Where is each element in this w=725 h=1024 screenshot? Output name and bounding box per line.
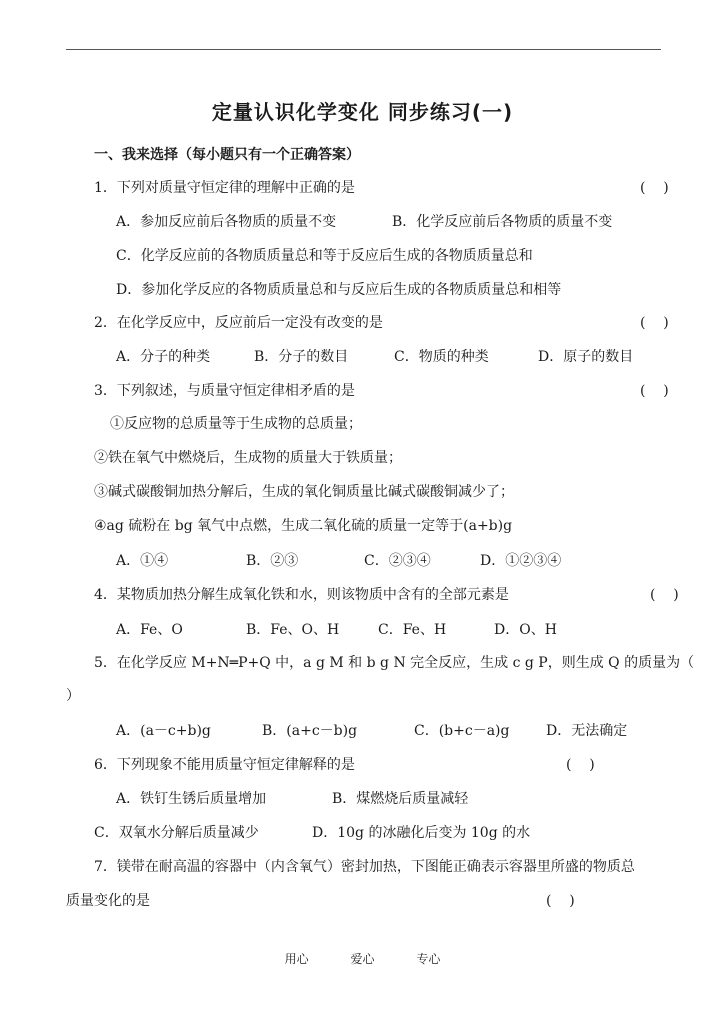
- question-4-option-b: B．Fe、O、H: [246, 622, 340, 638]
- footer-word-3: 专心: [416, 952, 441, 966]
- question-3-option-d: D．①②③④: [480, 553, 562, 569]
- question-5-option-c: C．(b+c－a)g: [414, 723, 510, 739]
- question-6-option-a: A．铁钉生锈后质量增加: [116, 791, 267, 807]
- page-footer: [0, 950, 725, 967]
- question-3-answer-bracket: ( ): [640, 383, 669, 399]
- question-4-answer-bracket: ( ): [650, 587, 679, 603]
- question-2-stem: 2．在化学反应中，反应前后一定没有改变的是: [94, 315, 383, 331]
- question-2-option-d: D．原子的数目: [538, 349, 634, 365]
- footer-word-2: 爱心: [350, 952, 375, 966]
- document-title: 定量认识化学变化 同步练习(一): [211, 100, 514, 124]
- question-4-option-d: D．O、H: [494, 622, 557, 638]
- question-1-option-c: C．化学反应前的各物质质量总和等于反应后生成的各物质质量总和: [116, 248, 533, 264]
- question-7-answer-bracket: ( ): [546, 893, 575, 909]
- question-3-statement-2: ②铁在氧气中燃烧后，生成物的质量大于铁质量；: [94, 450, 402, 466]
- question-3-statement-4: ④ag 硫粉在 bg 氧气中点燃，生成二氧化硫的质量一定等于(a+b)g: [94, 518, 513, 534]
- question-2-option-a: A．分子的种类: [116, 349, 211, 365]
- question-5-stem: 5．在化学反应 M+N═P+Q 中，a g M 和 b g N 完全反应，生成 c g P，则生成 Q 的质量为（: [94, 655, 695, 671]
- question-5-option-d: D．无法确定: [546, 723, 628, 739]
- question-2-option-c: C．物质的种类: [394, 349, 489, 365]
- question-2-option-b: B．分子的数目: [254, 349, 349, 365]
- question-3-stem: 3．下列叙述，与质量守恒定律相矛盾的是: [94, 383, 355, 399]
- question-4-stem: 4．某物质加热分解生成氧化铁和水，则该物质中含有的全部元素是: [94, 587, 509, 603]
- question-1-option-d: D．参加化学反应的各物质质量总和与反应后生成的各物质质量总和相等: [116, 282, 562, 298]
- question-6-option-d: D．10g 的冰融化后变为 10g 的水: [312, 825, 531, 841]
- question-1-answer-bracket: ( ): [640, 180, 669, 196]
- question-6-option-b: B．煤燃烧后质量减轻: [332, 791, 469, 807]
- question-5-stem-continuation: ）: [66, 688, 80, 704]
- question-6-stem: 6．下列现象不能用质量守恒定律解释的是: [94, 757, 355, 773]
- section-heading: 一、我来选择（每小题只有一个正确答案）: [94, 147, 360, 163]
- header-rule: [66, 49, 661, 50]
- question-1-stem: 1．下列对质量守恒定律的理解中正确的是: [94, 180, 355, 196]
- question-1-option-b: B．化学反应前后各物质的质量不变: [392, 214, 613, 230]
- footer-word-1: 用心: [284, 952, 309, 966]
- question-7-stem: 7．镁带在耐高温的容器中（内含氧气）密封加热，下图能正确表示容器里所盛的物质总: [94, 859, 635, 875]
- question-1-option-a: A．参加反应前后各物质的质量不变: [116, 214, 337, 230]
- question-5-option-b: B．(a+c－b)g: [262, 723, 358, 739]
- question-4-option-c: C．Fe、H: [378, 622, 447, 638]
- question-7-stem-continuation: 质量变化的是: [66, 893, 150, 909]
- question-3-option-b: B．②③: [246, 553, 299, 569]
- question-6-option-c: C．双氧水分解后质量减少: [94, 825, 259, 841]
- question-3-statement-1: ①反应物的总质量等于生成物的总质量；: [110, 416, 362, 432]
- question-3-option-c: C．②③④: [364, 553, 431, 569]
- question-6-answer-bracket: ( ): [566, 757, 595, 773]
- question-5-option-a: A．(a－c+b)g: [116, 723, 211, 739]
- question-2-answer-bracket: ( ): [640, 315, 669, 331]
- question-3-statement-3: ③碱式碳酸铜加热分解后，生成的氧化铜质量比碱式碳酸铜减少了；: [94, 484, 514, 500]
- question-4-option-a: A．Fe、O: [116, 622, 183, 638]
- question-3-option-a: A．①④: [116, 553, 169, 569]
